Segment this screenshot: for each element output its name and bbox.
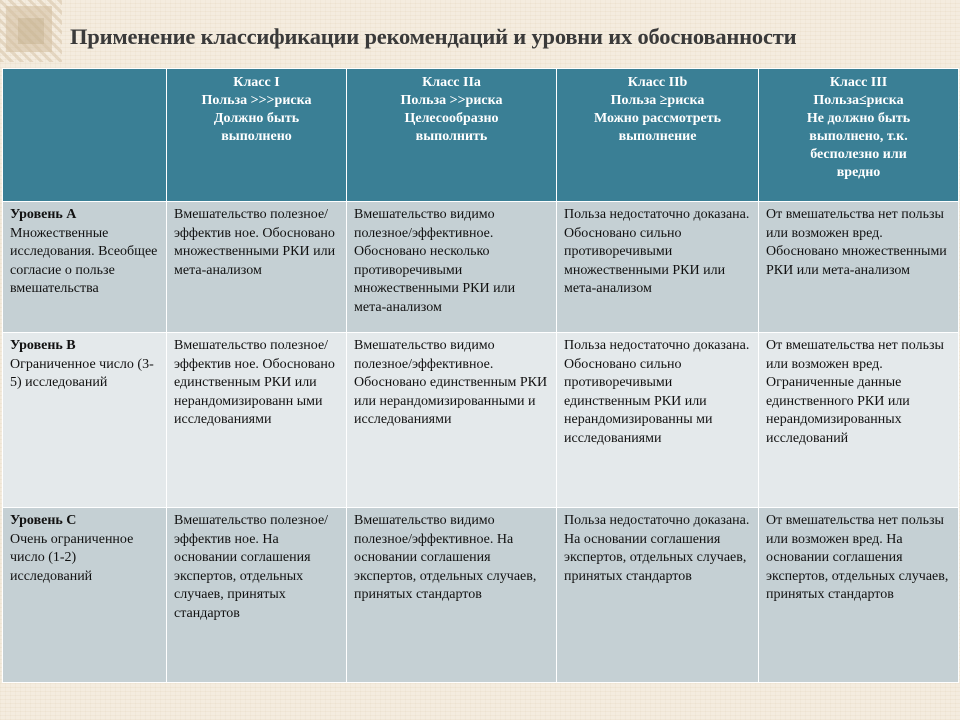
cell-c-class-i	[167, 508, 347, 683]
header-class-iii-line-2: Польза≤риска	[813, 93, 904, 108]
cell-text: Вмешательство видимо полезное/эффективное. Обосновано единственным РКИ или нерандомизированными и исследованиями	[354, 338, 548, 428]
level-label: Уровень А	[10, 207, 77, 222]
header-class-iib-line-1: Класс IIb	[627, 75, 688, 90]
header-class-iii-line-5: бесполезно или	[810, 147, 907, 162]
cell-text: Вмешательство полезное/эффектив ное. На основании соглашения экспертов, отдельных случаев, принятых стандартов	[174, 513, 329, 621]
corner-decoration	[0, 0, 62, 62]
cell-text: Вмешательство полезное/эффектив ное. Обосновано единственным РКИ или нерандомизированн ыми исследованиями	[174, 338, 335, 428]
cell-c-class-iii	[759, 508, 959, 683]
table-row-level-a	[3, 202, 959, 333]
cell-b-class-iii	[759, 333, 959, 508]
header-class-i-line-2: Польза >>>риска	[201, 93, 312, 108]
cell-text: От вмешательства нет пользы или возможен вред. Обосновано множественными РКИ или мета-анализом	[766, 207, 947, 278]
level-description: Ограниченное число (3-5) исследований	[10, 356, 154, 391]
cell-b-class-iib	[557, 333, 759, 508]
cell-text: От вмешательства нет пользы или возможен вред. На основании соглашения экспертов, отдельных случаев, принятых стандартов	[766, 513, 949, 603]
header-corner-cell	[3, 69, 167, 202]
cell-c-class-iia	[347, 508, 557, 683]
row-head-level-c	[3, 508, 167, 683]
cell-b-class-iia	[347, 333, 557, 508]
table-row-level-c	[3, 508, 959, 683]
header-class-iii-line-3: Не должно быть	[806, 111, 911, 126]
table-header-row	[3, 69, 959, 202]
cell-text: От вмешательства нет пользы или возможен вред. Ограниченные данные единственного РКИ или нерандомизированных исследований	[766, 338, 944, 446]
slide-title: Применение классификации рекомендаций и уровни их обоснованности	[70, 24, 797, 49]
header-class-iib-line-2: Польза ≥риска	[610, 93, 705, 108]
header-class-iia-line-2: Польза >>риска	[400, 93, 503, 108]
cell-a-class-iib	[557, 202, 759, 333]
recommendation-table	[2, 68, 959, 683]
cell-text: Вмешательство видимо полезное/эффективное. На основании соглашения экспертов, отдельных случаев, принятых стандартов	[354, 513, 537, 603]
header-class-i-line-4: выполнено	[221, 129, 292, 144]
cell-c-class-iib	[557, 508, 759, 683]
cell-text: Польза недостаточно доказана. На основании соглашения экспертов, отдельных случаев, принятых стандартов	[564, 513, 750, 584]
level-description: Очень ограниченное число (1-2) исследований	[10, 531, 134, 584]
level-label: Уровень С	[10, 513, 77, 528]
level-description: Множественные исследования. Всеобщее согласие о пользе вмешательства	[10, 225, 158, 297]
header-class-iia	[347, 69, 557, 202]
header-class-iii-line-6: вредно	[836, 165, 881, 180]
corner-square-inner	[18, 18, 44, 44]
row-head-level-b	[3, 333, 167, 508]
cell-text: Польза недостаточно доказана. Обосновано сильно противоречивыми множественными РКИ или мета-анализом	[564, 207, 750, 297]
cell-text: Вмешательство видимо полезное/эффективное. Обосновано несколько противоречивыми множественными РКИ или мета-анализом	[354, 207, 516, 315]
row-head-level-a	[3, 202, 167, 333]
header-class-iii-line-1: Класс III	[829, 75, 888, 90]
cell-text: Польза недостаточно доказана. Обосновано сильно противоречивыми единственным РКИ или нерандомизированны ми исследованиями	[564, 338, 750, 446]
header-class-iia-line-4: выполнить	[415, 129, 488, 144]
header-class-i-line-1: Класс I	[233, 75, 280, 90]
header-class-iib-line-4: выполнение	[618, 129, 697, 144]
cell-text: Вмешательство полезное/эффектив ное. Обосновано множественными РКИ или мета-анализом	[174, 207, 336, 278]
cell-a-class-i	[167, 202, 347, 333]
header-class-i-line-3: Должно быть	[213, 111, 300, 126]
level-label: Уровень В	[10, 338, 76, 353]
header-class-iib	[557, 69, 759, 202]
header-class-iia-line-3: Целесообразно	[404, 111, 499, 126]
header-class-iia-line-1: Класс IIa	[422, 75, 481, 90]
cell-b-class-i	[167, 333, 347, 508]
header-class-iii-line-4: выполнено, т.к.	[809, 129, 908, 144]
header-class-iib-line-3: Можно рассмотреть	[593, 111, 722, 126]
cell-a-class-iii	[759, 202, 959, 333]
header-class-i	[167, 69, 347, 202]
cell-a-class-iia	[347, 202, 557, 333]
header-class-iii	[759, 69, 959, 202]
table-row-level-b	[3, 333, 959, 508]
